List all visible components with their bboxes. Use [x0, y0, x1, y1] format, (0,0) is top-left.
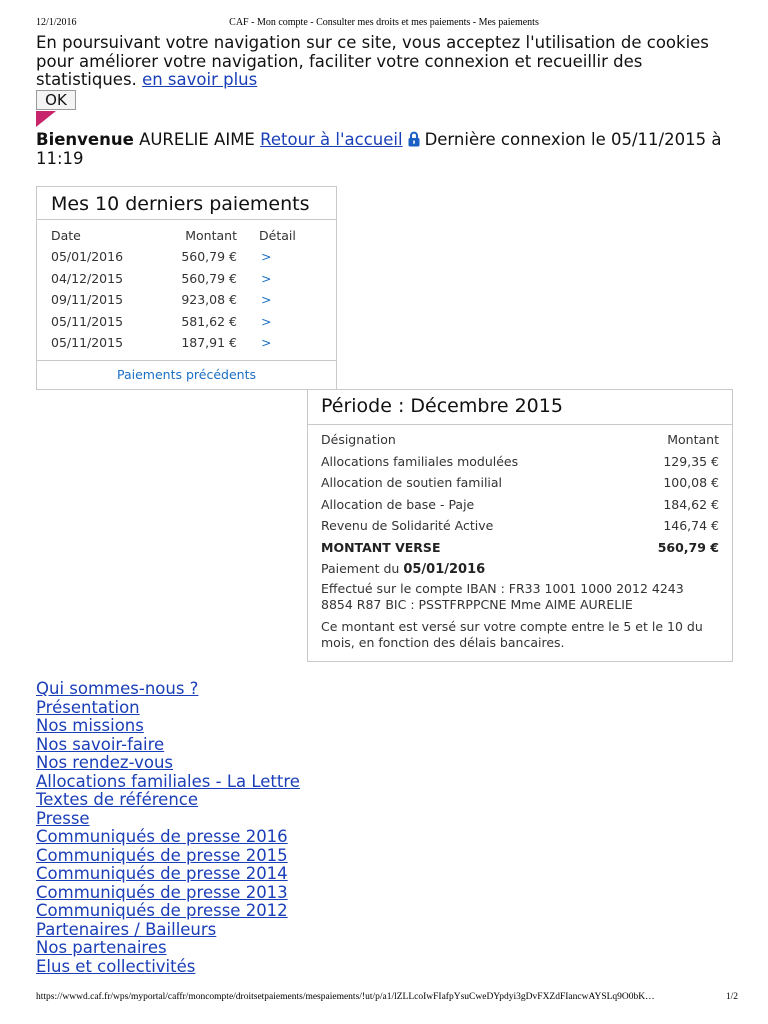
footer-link-textes[interactable]: Textes de référence — [36, 790, 199, 809]
payment-amount: 581,62 € — [181, 313, 237, 329]
payment-date: 05/11/2015 — [51, 335, 124, 351]
account-info: Effectué sur le compte IBAN : FR33 1001 1000 2012 4243 8854 R87 BIC : PSSTFRPPCNE Mme AIME AURELIE — [321, 581, 684, 612]
footer-link-presentation[interactable]: Présentation — [36, 697, 140, 717]
footer-link-savoir-faire[interactable]: Nos savoir-faire — [36, 734, 165, 754]
print-date: 12/1/2016 — [36, 17, 77, 28]
footer-link-rendez-vous[interactable]: Nos rendez-vous — [36, 753, 174, 772]
total-label: MONTANT VERSE — [321, 539, 441, 555]
list-item — [321, 472, 719, 494]
col-date: Date — [51, 227, 81, 243]
allowance-label: Allocation de soutien familial — [321, 475, 503, 491]
list-item — [321, 451, 719, 473]
table-row — [51, 311, 319, 333]
footer-link-communiques-2015[interactable]: Communiqués de presse 2015 — [36, 845, 288, 865]
payment-amount: 560,79 € — [181, 270, 237, 286]
payment-date-value: 05/01/2016 — [403, 562, 486, 577]
user-name: AURELIE AIME — [139, 130, 255, 149]
detail-link[interactable]: > — [261, 335, 272, 351]
allowance-label: Allocation de base - Paje — [321, 496, 475, 512]
footer-link-communiques-2013[interactable]: Communiqués de presse 2013 — [36, 882, 288, 902]
table-row — [51, 268, 319, 290]
footer-link-partenaires[interactable]: Nos partenaires — [36, 938, 167, 957]
table-row — [51, 332, 319, 354]
payment-amount: 923,08 € — [181, 292, 237, 308]
table-row — [51, 289, 319, 311]
total-row — [321, 537, 719, 559]
col-detail: Détail — [259, 227, 296, 243]
cookie-text: En poursuivant votre navigation sur ce site, vous acceptez l'utilisation de cookies pour améliorer votre navigation, faciliter votre connexion et recueillir des statistiques. — [36, 33, 709, 89]
print-page-title: CAF - Mon compte - Consulter mes droits et mes paiements - Mes paiements — [229, 17, 539, 28]
payment-note: Ce montant est versé sur votre compte entre le 5 et le 10 du mois, en fonction des délais bancaires. — [321, 619, 703, 650]
detail-link[interactable]: > — [261, 313, 272, 329]
print-footer — [36, 992, 736, 1006]
allowance-amount: 184,62 € — [663, 496, 719, 512]
payment-date: 04/12/2015 — [51, 270, 124, 286]
payment-date: 05/11/2015 — [51, 313, 124, 329]
payment-prefix: Paiement du — [321, 561, 400, 576]
footer-link-missions[interactable]: Nos missions — [36, 716, 144, 735]
home-link[interactable]: Retour à l'accueil — [260, 130, 403, 149]
allowance-amount: 100,08 € — [663, 475, 719, 491]
list-item — [321, 494, 719, 516]
detail-link[interactable]: > — [261, 270, 272, 286]
footer-link-elus[interactable]: Elus et collectivités — [36, 956, 196, 976]
last-login: Dernière connexion le 05/11/2015 à 11:19 — [36, 130, 722, 168]
footer-link-qui-sommes-nous[interactable]: Qui sommes-nous ? — [36, 679, 199, 698]
payments-table — [51, 224, 319, 354]
table-row — [51, 246, 319, 268]
payment-amount: 560,79 € — [181, 249, 237, 265]
last-payments-panel — [36, 186, 337, 390]
col-amount: Montant — [667, 432, 719, 448]
allowance-label: Revenu de Solidarité Active — [321, 518, 494, 534]
allowance-label: Allocations familiales modulées — [321, 453, 519, 469]
cookie-more-link[interactable]: en savoir plus — [142, 70, 258, 89]
payment-date: 05/01/2016 — [51, 249, 124, 265]
print-page-number: 1/2 — [725, 992, 738, 1002]
welcome-greeting: Bienvenue — [36, 130, 134, 149]
corner-decoration — [36, 111, 56, 127]
cookie-ok-button[interactable]: OK — [36, 90, 76, 110]
allowance-amount: 146,74 € — [663, 518, 719, 534]
footer-link-communiques-2016[interactable]: Communiqués de presse 2016 — [36, 827, 288, 846]
cookie-banner — [36, 34, 736, 90]
footer-link-communiques-2014[interactable]: Communiqués de presse 2014 — [36, 864, 288, 883]
footer-link-lettre[interactable]: Allocations familiales - La Lettre — [36, 771, 300, 791]
period-detail-panel — [307, 389, 733, 662]
period-header-row — [321, 429, 719, 451]
period-title: Période : Décembre 2015 — [308, 390, 732, 425]
payment-date: 09/11/2015 — [51, 292, 124, 308]
print-url: https://wwwd.caf.fr/wps/myportal/caffr/moncompte/droitsetpaiements/mespaiements/!ut/p/a1/lZLLcoIwFIafpYsuCweDYpdyi3gDvFXZdFIancwAYSLq9O0bK… — [36, 992, 655, 1002]
last-payments-title: Mes 10 derniers paiements — [37, 187, 336, 220]
detail-link[interactable]: > — [261, 292, 272, 308]
list-item — [321, 515, 719, 537]
footer-link-communiques-2012[interactable]: Communiqués de presse 2012 — [36, 901, 288, 920]
payment-amount: 187,91 € — [181, 335, 237, 351]
col-designation: Désignation — [321, 432, 396, 448]
welcome-bar — [36, 131, 736, 168]
footer-links — [36, 680, 300, 976]
print-header — [0, 17, 768, 31]
allowance-amount: 129,35 € — [663, 453, 719, 469]
col-amount: Montant — [185, 227, 237, 243]
lock-icon — [406, 131, 422, 147]
footer-link-presse[interactable]: Presse — [36, 808, 90, 828]
footer-link-partenaires-bailleurs[interactable]: Partenaires / Bailleurs — [36, 919, 217, 939]
previous-payments-link[interactable]: Paiements précédents — [37, 360, 336, 390]
detail-link[interactable]: > — [261, 249, 272, 265]
payment-date-line — [321, 558, 719, 579]
total-amount: 560,79 € — [657, 539, 719, 555]
